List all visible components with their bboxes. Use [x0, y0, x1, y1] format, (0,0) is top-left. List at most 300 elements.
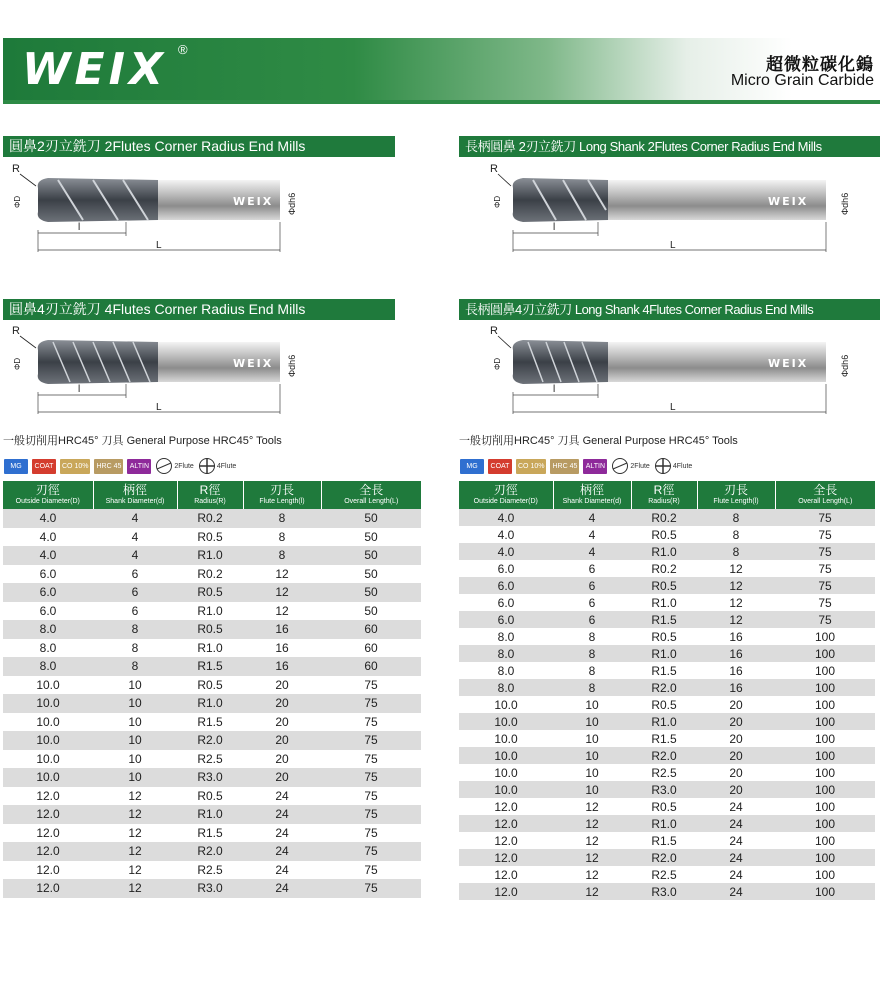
table-cell: R0.5 [631, 798, 697, 815]
table-cell: 6 [93, 583, 177, 602]
table-row [459, 628, 875, 645]
table-cell: 12 [93, 861, 177, 880]
table-cell: 10.0 [459, 781, 553, 798]
table-cell: 8.0 [459, 662, 553, 679]
table-cell: 60 [321, 639, 421, 658]
table-row [459, 883, 875, 900]
svg-text:Φdh6: Φdh6 [840, 192, 850, 215]
table-cell: 100 [775, 662, 875, 679]
table-cell: 75 [321, 824, 421, 843]
table-cell: 8 [93, 657, 177, 676]
table-cell: 8 [697, 526, 775, 543]
table-cell: 24 [243, 824, 321, 843]
table-cell: 4 [93, 509, 177, 528]
table-row [3, 879, 421, 898]
table-cell: 75 [321, 768, 421, 787]
svg-text:R: R [490, 325, 498, 337]
table-cell: 100 [775, 781, 875, 798]
table-cell: 8 [93, 639, 177, 658]
table-cell: R0.5 [631, 577, 697, 594]
table-cell: R1.5 [631, 832, 697, 849]
table-row [3, 620, 421, 639]
header-underline [3, 100, 880, 104]
shank-brand-text: WEIX [233, 195, 274, 208]
spec-table-standard [3, 481, 421, 898]
table-row [459, 509, 875, 526]
table-header-row [459, 481, 875, 509]
table-header-row [3, 481, 421, 509]
table-cell: 24 [243, 842, 321, 861]
table-cell: 20 [697, 730, 775, 747]
material-title-en: Micro Grain Carbide [730, 72, 874, 89]
table-cell: 100 [775, 730, 875, 747]
table-cell: 16 [243, 620, 321, 639]
table-cell: 100 [775, 764, 875, 781]
table-cell: 75 [775, 611, 875, 628]
table-cell: 4.0 [3, 546, 93, 565]
table-cell: 16 [697, 679, 775, 696]
table-cell: R1.0 [177, 694, 243, 713]
table-cell: R1.5 [177, 657, 243, 676]
table-row [459, 764, 875, 781]
table-row [3, 528, 421, 547]
table-cell: R3.0 [177, 879, 243, 898]
svg-text:Φdh6: Φdh6 [287, 354, 297, 377]
table-cell: 10.0 [3, 694, 93, 713]
table-cell: 20 [697, 747, 775, 764]
coating-badge: COAT [32, 459, 56, 474]
table-cell: 12 [553, 849, 631, 866]
table-cell: 75 [775, 543, 875, 560]
table-cell: 6.0 [459, 577, 553, 594]
table-cell: R1.0 [177, 602, 243, 621]
column-header: 刃徑 Outside Diameter(D) [3, 481, 93, 509]
table-cell: 6 [93, 565, 177, 584]
table-cell: 4.0 [3, 528, 93, 547]
table-cell: 10 [93, 750, 177, 769]
table-row [459, 577, 875, 594]
svg-text:R: R [490, 163, 498, 175]
table-cell: 100 [775, 815, 875, 832]
table-cell: 50 [321, 528, 421, 547]
co-badge: CO 10% [60, 459, 90, 474]
table-cell: 8 [243, 528, 321, 547]
table-cell: 8 [243, 509, 321, 528]
d-label: ΦD [13, 195, 22, 208]
table-cell: 100 [775, 798, 875, 815]
table-cell: 100 [775, 628, 875, 645]
table-cell: 12 [243, 565, 321, 584]
table-row [3, 805, 421, 824]
table-cell: 60 [321, 620, 421, 639]
table-row [459, 849, 875, 866]
table-cell: 100 [775, 866, 875, 883]
table-cell: 100 [775, 849, 875, 866]
table-row [3, 509, 421, 528]
table-cell: R1.0 [177, 546, 243, 565]
table-cell: 12.0 [3, 787, 93, 806]
table-cell: 12 [553, 798, 631, 815]
table-cell: 4 [93, 546, 177, 565]
table-cell: 12 [553, 866, 631, 883]
table-cell: 10.0 [3, 768, 93, 787]
table-cell: 75 [321, 676, 421, 695]
table-cell: R0.5 [177, 583, 243, 602]
table-cell: 16 [697, 645, 775, 662]
table-cell: 75 [775, 560, 875, 577]
tool-diagram-long-4flute [488, 322, 858, 422]
table-cell: 10.0 [459, 730, 553, 747]
svg-text:l: l [553, 384, 556, 395]
section-title-long-2flute: 長柄圓鼻 2刃立銑刀 Long Shank 2Flutes Corner Radius End Mills [459, 136, 880, 157]
section-title-2flute: 圓鼻2刃立銑刀 2Flutes Corner Radius End Mills [3, 136, 395, 157]
table-cell: R2.0 [631, 679, 697, 696]
table-cell: 4 [93, 528, 177, 547]
table-cell: 4 [553, 526, 631, 543]
svg-text:L: L [156, 240, 162, 251]
table-cell: R1.5 [631, 730, 697, 747]
table-cell: R1.5 [631, 662, 697, 679]
table-cell: R1.0 [631, 594, 697, 611]
table-cell: 75 [321, 861, 421, 880]
svg-text:WEIX: WEIX [768, 195, 809, 208]
table-cell: 24 [697, 798, 775, 815]
column-header: 刃長 Flute Length(l) [243, 481, 321, 509]
table-cell: 6 [553, 594, 631, 611]
table-cell: 16 [697, 662, 775, 679]
table-cell: 75 [321, 805, 421, 824]
table-cell: 75 [775, 594, 875, 611]
svg-text:l: l [78, 222, 81, 233]
table-cell: 100 [775, 645, 875, 662]
table-cell: 12.0 [459, 832, 553, 849]
table-cell: 12 [93, 842, 177, 861]
table-cell: 12.0 [459, 798, 553, 815]
table-cell: R2.5 [177, 750, 243, 769]
table-cell: 75 [321, 694, 421, 713]
svg-text:L: L [670, 240, 676, 251]
svg-text:ΦD: ΦD [493, 195, 502, 208]
table-cell: 10 [93, 694, 177, 713]
table-row [3, 602, 421, 621]
table-cell: R2.0 [177, 842, 243, 861]
table-cell: 6.0 [459, 560, 553, 577]
table-cell: R0.2 [631, 560, 697, 577]
column-header: 柄徑 Shank Diameter(d) [553, 481, 631, 509]
table-cell: R3.0 [631, 883, 697, 900]
table-cell: R2.5 [177, 861, 243, 880]
table-cell: 75 [321, 731, 421, 750]
table-cell: 12 [93, 824, 177, 843]
registered-mark: ® [178, 42, 188, 57]
table-cell: 75 [775, 526, 875, 543]
table-cell: 6 [553, 577, 631, 594]
table-cell: 24 [697, 832, 775, 849]
table-cell: R0.5 [177, 676, 243, 695]
table-cell: R1.0 [631, 543, 697, 560]
table-cell: 20 [243, 694, 321, 713]
two-flute-icon: 2Flute [611, 457, 649, 475]
table-cell: R0.5 [177, 528, 243, 547]
table-cell: 100 [775, 713, 875, 730]
table-cell: 12 [93, 879, 177, 898]
table-cell: 75 [321, 879, 421, 898]
table-cell: 12 [243, 602, 321, 621]
table-cell: 24 [697, 883, 775, 900]
table-cell: R0.5 [177, 787, 243, 806]
table-cell: R0.5 [631, 696, 697, 713]
table-cell: 8 [697, 543, 775, 560]
table-cell: 8 [93, 620, 177, 639]
table-cell: R0.2 [177, 509, 243, 528]
table-cell: 12.0 [459, 815, 553, 832]
table-row [459, 781, 875, 798]
table-cell: 60 [321, 657, 421, 676]
mg-badge: MG [4, 459, 28, 474]
table-cell: 10 [93, 713, 177, 732]
table-cell: 12 [243, 583, 321, 602]
table-cell: 24 [243, 861, 321, 880]
table-cell: 20 [243, 676, 321, 695]
table-cell: 10 [93, 768, 177, 787]
table-cell: 8.0 [3, 620, 93, 639]
table-row [459, 730, 875, 747]
table-row [459, 645, 875, 662]
material-title-cn: 超微粒碳化鎢 [766, 55, 874, 74]
table-cell: 10.0 [3, 676, 93, 695]
four-flute-icon: 4Flute [198, 457, 236, 475]
table-cell: R1.5 [177, 824, 243, 843]
table-cell: R2.0 [631, 849, 697, 866]
section-title-long-4flute: 長柄圓鼻4刃立銑刀 Long Shank 4Flutes Corner Radius End Mills [459, 299, 880, 320]
table-cell: R3.0 [177, 768, 243, 787]
r-label: R [12, 163, 20, 175]
table-cell: R0.5 [631, 526, 697, 543]
table-cell: R1.0 [631, 815, 697, 832]
table-cell: R0.5 [631, 628, 697, 645]
svg-text:l: l [78, 384, 81, 395]
table-cell: 20 [697, 764, 775, 781]
svg-text:l: l [553, 222, 556, 233]
table-row [3, 842, 421, 861]
table-cell: 50 [321, 602, 421, 621]
table-cell: R2.5 [631, 866, 697, 883]
table-cell: 12.0 [3, 805, 93, 824]
tool-diagram-2flute [8, 160, 308, 260]
table-row [3, 546, 421, 565]
table-row [3, 657, 421, 676]
table-cell: 4.0 [459, 543, 553, 560]
table-cell: R3.0 [631, 781, 697, 798]
table-row [3, 768, 421, 787]
table-cell: 50 [321, 546, 421, 565]
table-cell: 4 [553, 509, 631, 526]
table-cell: 100 [775, 696, 875, 713]
column-header: 全長 Overall Length(L) [321, 481, 421, 509]
table-cell: 10 [553, 781, 631, 798]
table-row [459, 696, 875, 713]
table-row [3, 583, 421, 602]
table-row [3, 787, 421, 806]
table-cell: 12.0 [459, 883, 553, 900]
table-cell: 6 [93, 602, 177, 621]
svg-text:ΦD: ΦD [493, 357, 502, 370]
table-cell: 100 [775, 883, 875, 900]
table-cell: 10 [553, 747, 631, 764]
table-cell: 20 [697, 713, 775, 730]
table-row [459, 662, 875, 679]
table-row [3, 676, 421, 695]
table-cell: R1.5 [631, 611, 697, 628]
svg-text:L: L [156, 402, 162, 413]
table-cell: R1.5 [177, 713, 243, 732]
table-cell: 75 [321, 842, 421, 861]
table-cell: 16 [243, 639, 321, 658]
column-header: 柄徑 Shank Diameter(d) [93, 481, 177, 509]
table-cell: 24 [243, 805, 321, 824]
tool-diagram-long-2flute [488, 160, 858, 260]
feature-badges-left [4, 456, 236, 476]
table-cell: 12.0 [3, 824, 93, 843]
table-row [3, 731, 421, 750]
table-row [3, 824, 421, 843]
table-cell: 12.0 [459, 849, 553, 866]
table-cell: R0.5 [177, 620, 243, 639]
table-cell: 16 [243, 657, 321, 676]
table-cell: 4 [553, 543, 631, 560]
table-cell: 6.0 [459, 594, 553, 611]
table-cell: 20 [243, 731, 321, 750]
table-row [3, 750, 421, 769]
table-cell: 20 [243, 768, 321, 787]
table-row [3, 639, 421, 658]
feature-badges-right: MG COAT CO 10% HRC 45 ALTIN 2Flute 4Flute [460, 456, 692, 476]
table-row [459, 747, 875, 764]
table-cell: 8 [553, 662, 631, 679]
svg-text:R: R [12, 325, 20, 337]
weix-logo: WEIX [22, 44, 167, 95]
dh6-label: Φdh6 [287, 192, 297, 215]
svg-text:WEIX: WEIX [768, 357, 809, 370]
table-cell: 8 [553, 628, 631, 645]
table-cell: 12 [697, 577, 775, 594]
table-cell: 10.0 [3, 750, 93, 769]
table-cell: R1.0 [631, 645, 697, 662]
table-cell: 24 [697, 866, 775, 883]
table-cell: 10.0 [3, 731, 93, 750]
table-cell: 8 [243, 546, 321, 565]
table-cell: 12.0 [3, 842, 93, 861]
column-header: R徑 Radius(R) [177, 481, 243, 509]
table-cell: 10 [553, 764, 631, 781]
table-cell: 8 [553, 645, 631, 662]
table-cell: 12 [553, 883, 631, 900]
table-cell: 6.0 [3, 602, 93, 621]
spec-table-long-shank [459, 481, 875, 900]
table-row [459, 543, 875, 560]
table-cell: R1.0 [631, 713, 697, 730]
table-cell: 10 [93, 676, 177, 695]
table-cell: 12 [697, 560, 775, 577]
table-cell: 12.0 [3, 861, 93, 880]
table-cell: 8.0 [3, 657, 93, 676]
table-cell: R0.2 [631, 509, 697, 526]
table-cell: 75 [775, 577, 875, 594]
tool-diagram-4flute [8, 322, 308, 422]
table-cell: 100 [775, 832, 875, 849]
table-cell: 75 [775, 509, 875, 526]
table-cell: 24 [697, 849, 775, 866]
table-cell: 10.0 [459, 713, 553, 730]
table-cell: 10 [553, 696, 631, 713]
two-flute-icon: 2Flute [155, 457, 193, 475]
table-cell: 12.0 [459, 866, 553, 883]
table-cell: 100 [775, 747, 875, 764]
table-cell: R0.2 [177, 565, 243, 584]
table-cell: R1.0 [177, 805, 243, 824]
table-cell: 12 [93, 787, 177, 806]
table-cell: 50 [321, 565, 421, 584]
svg-text:L: L [670, 402, 676, 413]
table-cell: 10.0 [459, 764, 553, 781]
table-cell: R1.0 [177, 639, 243, 658]
general-purpose-caption-left: 一般切削用HRC45° 刀具 General Purpose HRC45° Tools [3, 435, 282, 447]
altin-badge: ALTIN [127, 459, 151, 474]
table-row [459, 560, 875, 577]
table-cell: 4.0 [459, 526, 553, 543]
table-row [3, 565, 421, 584]
table-row [459, 594, 875, 611]
table-row [459, 611, 875, 628]
table-row [459, 798, 875, 815]
table-cell: 20 [243, 750, 321, 769]
table-cell: 6.0 [459, 611, 553, 628]
table-cell: 75 [321, 713, 421, 732]
table-cell: 20 [243, 713, 321, 732]
column-header: 刃長 Flute Length(l) [697, 481, 775, 509]
table-cell: 100 [775, 679, 875, 696]
table-row [459, 866, 875, 883]
svg-text:WEIX: WEIX [233, 357, 274, 370]
column-header: 全長 Overall Length(L) [775, 481, 875, 509]
general-purpose-caption-right: 一般切削用HRC45° 刀具 General Purpose HRC45° Tools [459, 435, 738, 447]
table-cell: 12 [553, 815, 631, 832]
table-cell: 16 [697, 628, 775, 645]
table-cell: 12 [553, 832, 631, 849]
table-cell: 20 [697, 696, 775, 713]
table-row [459, 815, 875, 832]
table-cell: 75 [321, 787, 421, 806]
svg-text:Φdh6: Φdh6 [840, 354, 850, 377]
table-cell: 10 [553, 713, 631, 730]
table-cell: R2.0 [177, 731, 243, 750]
table-cell: 12 [697, 611, 775, 628]
table-cell: 8 [697, 509, 775, 526]
table-cell: 24 [697, 815, 775, 832]
table-cell: 50 [321, 583, 421, 602]
table-row [459, 832, 875, 849]
table-row [3, 694, 421, 713]
column-header: R徑 Radius(R) [631, 481, 697, 509]
table-cell: 4.0 [459, 509, 553, 526]
table-cell: 6.0 [3, 583, 93, 602]
table-cell: 4.0 [3, 509, 93, 528]
table-cell: 10 [553, 730, 631, 747]
table-cell: 75 [321, 750, 421, 769]
four-flute-icon: 4Flute [654, 457, 692, 475]
table-cell: 12 [697, 594, 775, 611]
column-header: 刃徑 Outside Diameter(D) [459, 481, 553, 509]
